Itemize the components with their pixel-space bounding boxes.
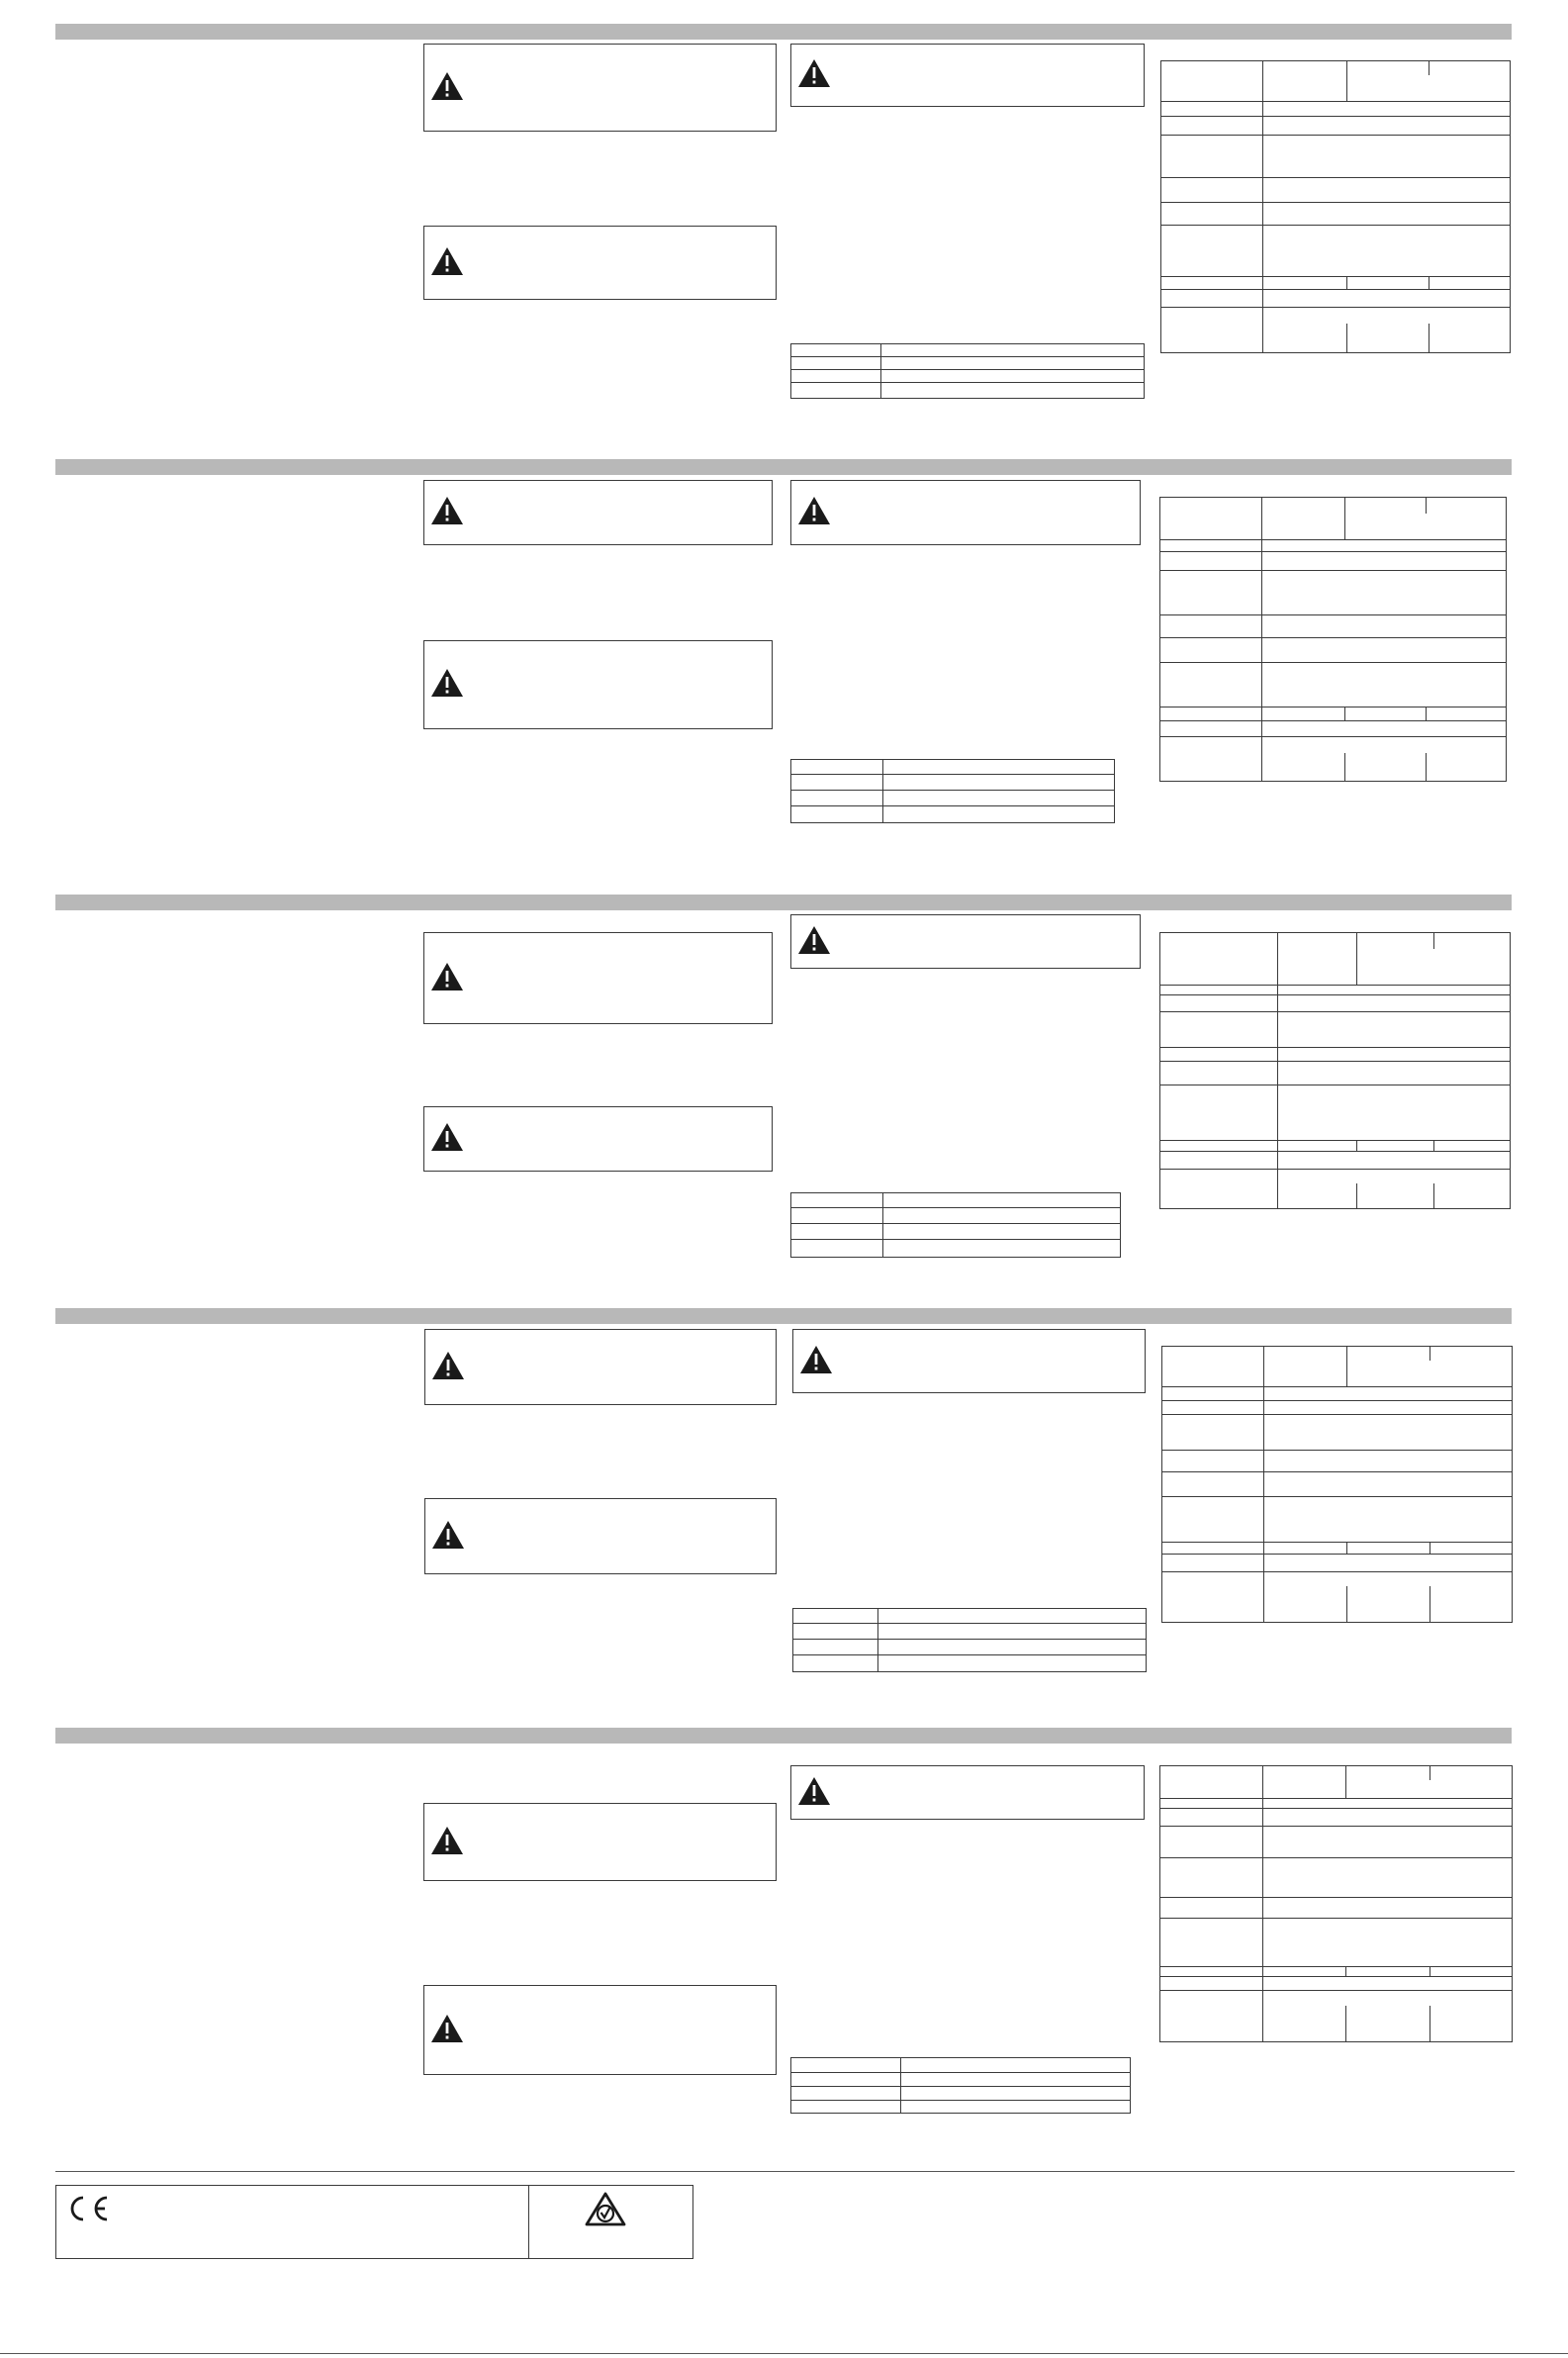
warning-box	[790, 914, 1141, 969]
warning-triangle-icon	[430, 496, 464, 525]
warning-box	[423, 640, 773, 729]
spec-table	[1161, 1346, 1513, 1623]
section-header-bar	[55, 459, 1512, 475]
warning-box	[423, 1985, 777, 2075]
small-table	[790, 759, 1115, 823]
warning-box	[423, 1106, 773, 1172]
warning-box	[790, 44, 1145, 107]
warning-box	[423, 44, 777, 132]
section-3	[0, 871, 1568, 1286]
warning-triangle-icon	[430, 962, 464, 991]
warning-box	[424, 1498, 777, 1574]
warning-triangle-icon	[797, 925, 831, 955]
warning-box	[423, 480, 773, 545]
rcm-mark-icon	[584, 2191, 627, 2228]
warning-triangle-icon	[430, 2014, 464, 2043]
warning-box	[792, 1329, 1146, 1393]
spec-table	[1160, 60, 1511, 353]
footer-divider	[55, 2171, 1515, 2172]
ce-mark-icon	[63, 2195, 113, 2222]
section-header-bar	[55, 895, 1512, 910]
warning-box	[423, 932, 773, 1024]
warning-triangle-icon	[430, 246, 464, 276]
page-bottom-edge	[0, 2353, 1568, 2354]
warning-box	[790, 480, 1141, 545]
spec-table	[1159, 1765, 1513, 2042]
warning-box	[790, 1765, 1145, 1820]
small-table	[790, 2057, 1131, 2114]
certification-divider	[528, 2185, 529, 2259]
warning-triangle-icon	[430, 668, 464, 698]
warning-triangle-icon	[799, 1345, 833, 1374]
section-2	[0, 435, 1568, 851]
spec-table	[1159, 932, 1511, 1209]
warning-triangle-icon	[797, 1776, 831, 1806]
warning-triangle-icon	[797, 496, 831, 525]
warning-triangle-icon	[431, 1520, 465, 1550]
section-header-bar	[55, 24, 1512, 40]
small-table	[792, 1608, 1147, 1672]
warning-triangle-icon	[430, 1826, 464, 1855]
warning-box	[424, 1329, 777, 1405]
warning-triangle-icon	[797, 58, 831, 88]
warning-triangle-icon	[431, 1351, 465, 1380]
warning-box	[423, 1803, 777, 1881]
small-table	[790, 343, 1145, 399]
warning-triangle-icon	[430, 71, 464, 101]
section-4	[0, 1296, 1568, 1712]
section-5	[0, 1722, 1568, 2137]
section-header-bar	[55, 1308, 1512, 1324]
small-table	[790, 1192, 1121, 1258]
section-header-bar	[55, 1728, 1512, 1744]
warning-triangle-icon	[430, 1122, 464, 1152]
warning-box	[423, 226, 777, 300]
section-1	[0, 0, 1568, 416]
spec-table	[1159, 497, 1507, 782]
